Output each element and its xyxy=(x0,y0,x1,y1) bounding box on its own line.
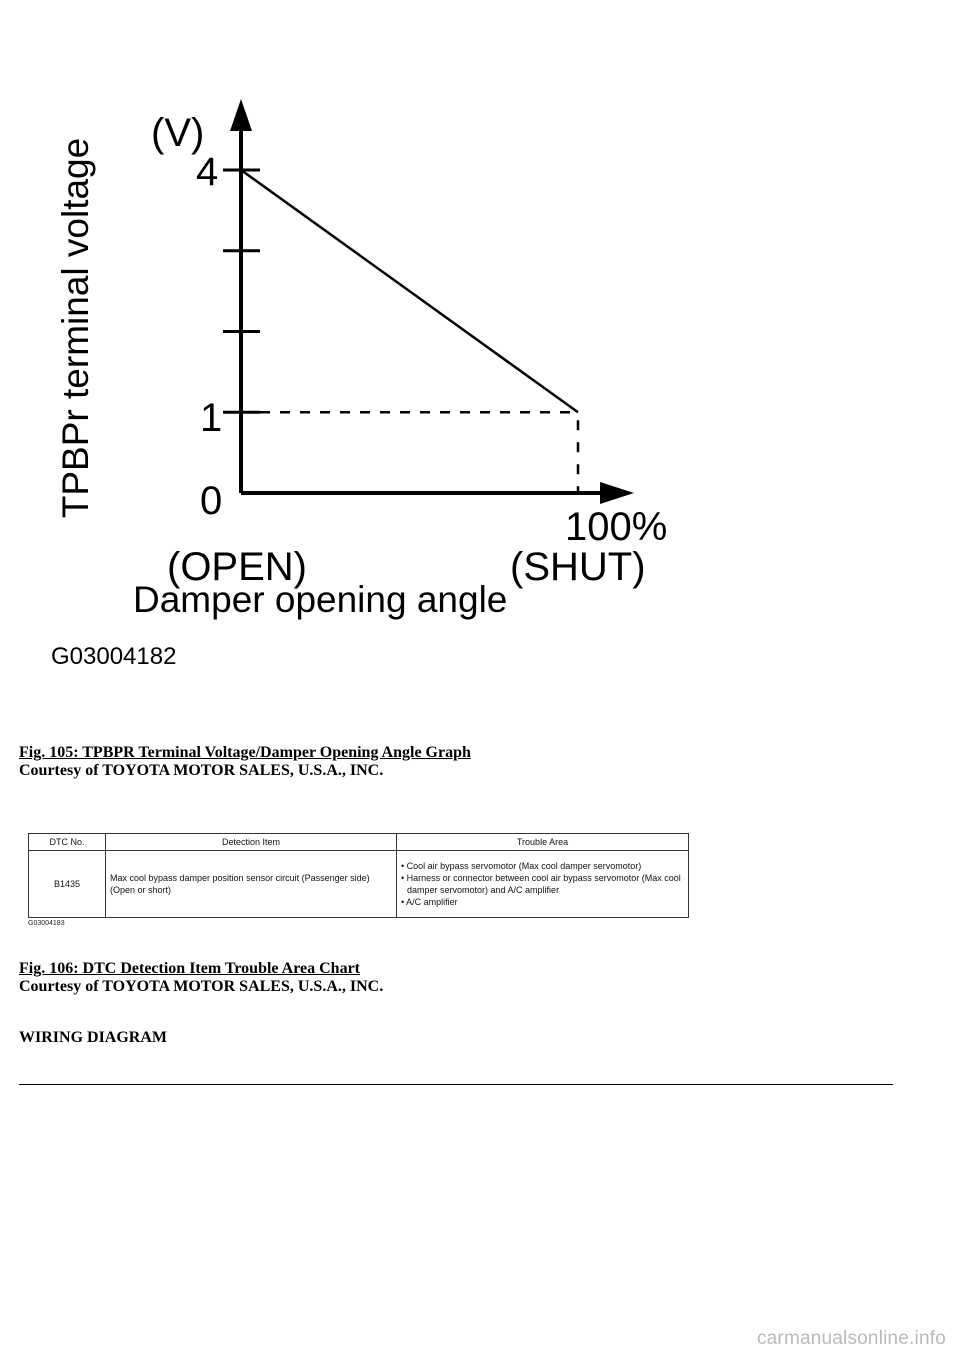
dtc-code-cell: B1435 xyxy=(29,851,106,918)
origin-label: 0 xyxy=(200,479,223,523)
header-detection-item: Detection Item xyxy=(106,834,397,851)
trouble-area-cell xyxy=(397,851,689,918)
fig105-caption xyxy=(19,744,471,780)
fig106-title: Fig. 106: DTC Detection Item Trouble Area Chart xyxy=(19,960,360,977)
header-trouble-area: Trouble Area xyxy=(397,834,689,851)
x-axis-arrow xyxy=(600,482,634,504)
dtc-table xyxy=(28,833,689,918)
y-tick-label-4: 4 xyxy=(196,150,219,194)
list-item: • Cool air bypass servomotor (Max cool damper servomotor) xyxy=(401,860,684,872)
x-open-label: (OPEN) xyxy=(167,545,307,589)
horizontal-rule xyxy=(19,1084,893,1085)
y-axis-label: TPBPr terminal voltage xyxy=(55,137,96,519)
y-unit-label: (V) xyxy=(151,111,205,155)
data-series xyxy=(241,170,578,493)
fig106-courtesy: Courtesy of TOYOTA MOTOR SALES, U.S.A., INC. xyxy=(19,978,384,995)
fig105-courtesy: Courtesy of TOYOTA MOTOR SALES, U.S.A., INC. xyxy=(19,762,384,779)
dtc-table-figure xyxy=(28,833,688,927)
header-dtc-no: DTC No. xyxy=(29,834,106,851)
table-header-row xyxy=(29,834,689,851)
trouble-area-list xyxy=(401,860,684,908)
x-axis-label: Damper opening angle xyxy=(133,579,508,620)
voltage-line xyxy=(241,170,578,412)
x-shut-label: (SHUT) xyxy=(510,545,646,589)
y-axis-arrow xyxy=(230,99,252,131)
table-row xyxy=(29,851,689,918)
graph-image-id: G03004182 xyxy=(51,643,177,670)
fig105-title: Fig. 105: TPBPR Terminal Voltage/Damper Opening Angle Graph xyxy=(19,744,471,761)
fig106-caption xyxy=(19,960,383,996)
list-item: • Harness or connector between cool air bypass servomotor (Max cool damper servomotor) and A/C amplifier xyxy=(401,872,684,896)
y-tick-label-1: 1 xyxy=(200,396,223,440)
table-image-id: G03004183 xyxy=(28,920,65,927)
list-item: • A/C amplifier xyxy=(401,896,684,908)
section-heading: WIRING DIAGRAM xyxy=(19,1029,167,1046)
detection-item-cell: Max cool bypass damper position sensor circuit (Passenger side) (Open or short) xyxy=(106,851,397,918)
watermark: carmanualsonline.info xyxy=(756,1328,946,1349)
x-end-label: 100% xyxy=(565,505,668,549)
